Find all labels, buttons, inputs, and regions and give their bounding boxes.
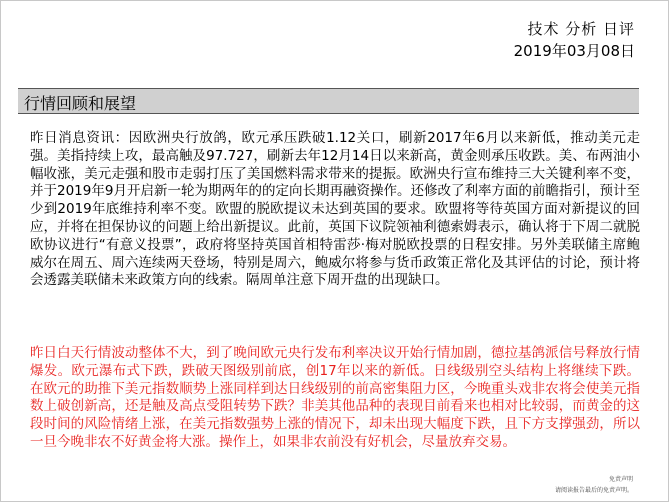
report-date: 2019年03月08日 (513, 42, 635, 60)
report-type-title: 技术 分析 日评 (527, 20, 635, 38)
section-header-bar (18, 88, 639, 114)
disclaimer-title: 免责声明 (608, 476, 633, 483)
disclaimer-text: 请阅读报告最后的免责声明。 (554, 487, 633, 494)
analysis-paragraph: 昨日白天行情波动整体不大，到了晚间欧元央行发布利率决议开始行情加剧，德拉基鸽派信号释放行情爆发。欧元瀑布式下跌，跌破天图级别前底，创17年以来的新低。日线级别空头结构上将继续下跌。在欧元的助推下美元指数顺势上涨同样到达日线级别的前高密集阻力区，今晚重头戏非农将会使美元指数上破创新高，还是触及高点受阻转势下跌？非美其他品种的表现目前看来也相对比较弱，而黄金的这段时间的风险情绪上涨，在美元指数强势上涨的情况下，却未出现大幅度下跌，且下方支撑强劲，所以一旦今晚非农不好黄金将大涨。操作上，如果非农前没有好机会，尽量放弃交易。 (30, 345, 640, 450)
news-paragraph: 昨日消息资讯：因欧洲央行放鸽，欧元承压跌破1.12关口，刷新2017年6月以来新低，推动美元走强。美指持续上攻，最高触及97.727，刷新去年12月14日以来新高，黄金则承压收跌。美、布两油小幅收涨，美元走强和股市走弱打压了美国燃料需求带来的提振。欧洲央行宣布维持三大关键利率不变，并于2019年9月开启新一轮为期两年的的定向长期再融资操作。还修改了利率方面的前瞻指引，预计至少到2019年底维持利率不变。欧盟的脱欧提议未达到英国的要求。欧盟将等待英国方面对新提议的回应，并将在担保协议的问题上给出新提议。此前，英国下议院领袖利德索姆表示，确认将于下周二就脱欧协议进行“有意义投票”，政府将坚持英国首相特雷莎·梅对脱欧投票的日程安排。另外美联储主席鲍威尔在周五、周六连续两天登场，特别是周六，鲍威尔将参与货币政策正常化及其评估的讨论，预计将会透露美联储未来政策方向的线索。隔周单注意下周开盘的出现缺口。 (30, 130, 640, 289)
section-title: 行情回顾和展望 (24, 94, 137, 113)
